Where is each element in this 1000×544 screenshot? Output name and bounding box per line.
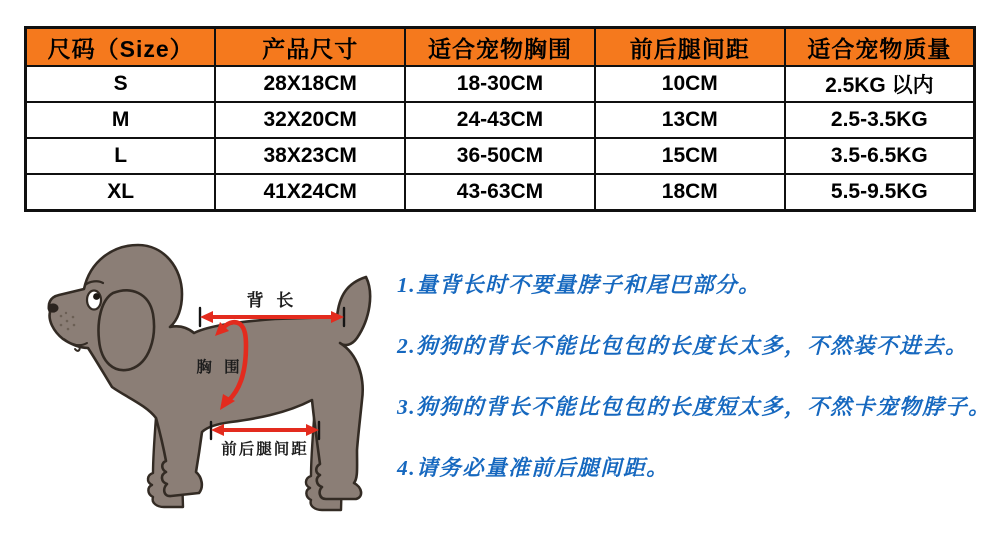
cell-weight: 2.5-3.5KG bbox=[785, 102, 975, 138]
cell-weight: 5.5-9.5KG bbox=[785, 174, 975, 211]
note-line-2: 2.狗狗的背长不能比包包的长度长太多，不然装不进去。 bbox=[397, 334, 969, 358]
dog-pupil bbox=[93, 293, 100, 300]
table-header-row bbox=[26, 28, 975, 67]
note-line-3: 3.狗狗的背长不能比包包的长度短太多，不然卡宠物脖子。 bbox=[397, 395, 992, 419]
size-table bbox=[24, 26, 976, 212]
cell-legdist: 13CM bbox=[595, 102, 785, 138]
cell-product-size: 38X23CM bbox=[215, 138, 405, 174]
cell-legdist: 10CM bbox=[595, 66, 785, 102]
cell-legdist: 15CM bbox=[595, 138, 785, 174]
dog-nose bbox=[48, 303, 59, 312]
cell-size: M bbox=[26, 102, 216, 138]
header-leg-distance: 前后腿间距 bbox=[595, 28, 785, 67]
cell-chest: 24-43CM bbox=[405, 102, 595, 138]
header-size: 尺码（Size） bbox=[26, 28, 216, 67]
dog-measurement-diagram bbox=[30, 226, 395, 538]
table-row bbox=[26, 66, 975, 102]
cell-product-size: 41X24CM bbox=[215, 174, 405, 211]
measurement-notes bbox=[397, 271, 992, 482]
dog-eye bbox=[87, 291, 101, 310]
table-row bbox=[26, 174, 975, 211]
leg-distance-label: 前后腿间距 bbox=[221, 441, 309, 458]
cell-legdist: 18CM bbox=[595, 174, 785, 211]
cell-size: S bbox=[26, 66, 216, 102]
header-chest-range: 适合宠物胸围 bbox=[405, 28, 595, 67]
back-length-label: 背 长 bbox=[246, 291, 298, 310]
cell-product-size: 32X20CM bbox=[215, 102, 405, 138]
cell-chest: 18-30CM bbox=[405, 66, 595, 102]
cell-chest: 36-50CM bbox=[405, 138, 595, 174]
cell-chest: 43-63CM bbox=[405, 174, 595, 211]
cell-weight: 3.5-6.5KG bbox=[785, 138, 975, 174]
dog-ear bbox=[99, 290, 155, 370]
table-row bbox=[26, 102, 975, 138]
chest-girth-label: 胸 围 bbox=[196, 359, 244, 376]
header-pet-weight: 适合宠物质量 bbox=[785, 28, 975, 67]
leg-distance-arrow bbox=[211, 422, 319, 439]
cell-weight: 2.5KG 以内 bbox=[785, 66, 975, 102]
note-line-1: 1.量背长时不要量脖子和尾巴部分。 bbox=[397, 273, 762, 297]
table-row bbox=[26, 138, 975, 174]
note-line-4: 4.请务必量准前后腿间距。 bbox=[397, 456, 670, 480]
cell-size: L bbox=[26, 138, 216, 174]
cell-product-size: 28X18CM bbox=[215, 66, 405, 102]
header-product-size: 产品尺寸 bbox=[215, 28, 405, 67]
cell-size: XL bbox=[26, 174, 216, 211]
